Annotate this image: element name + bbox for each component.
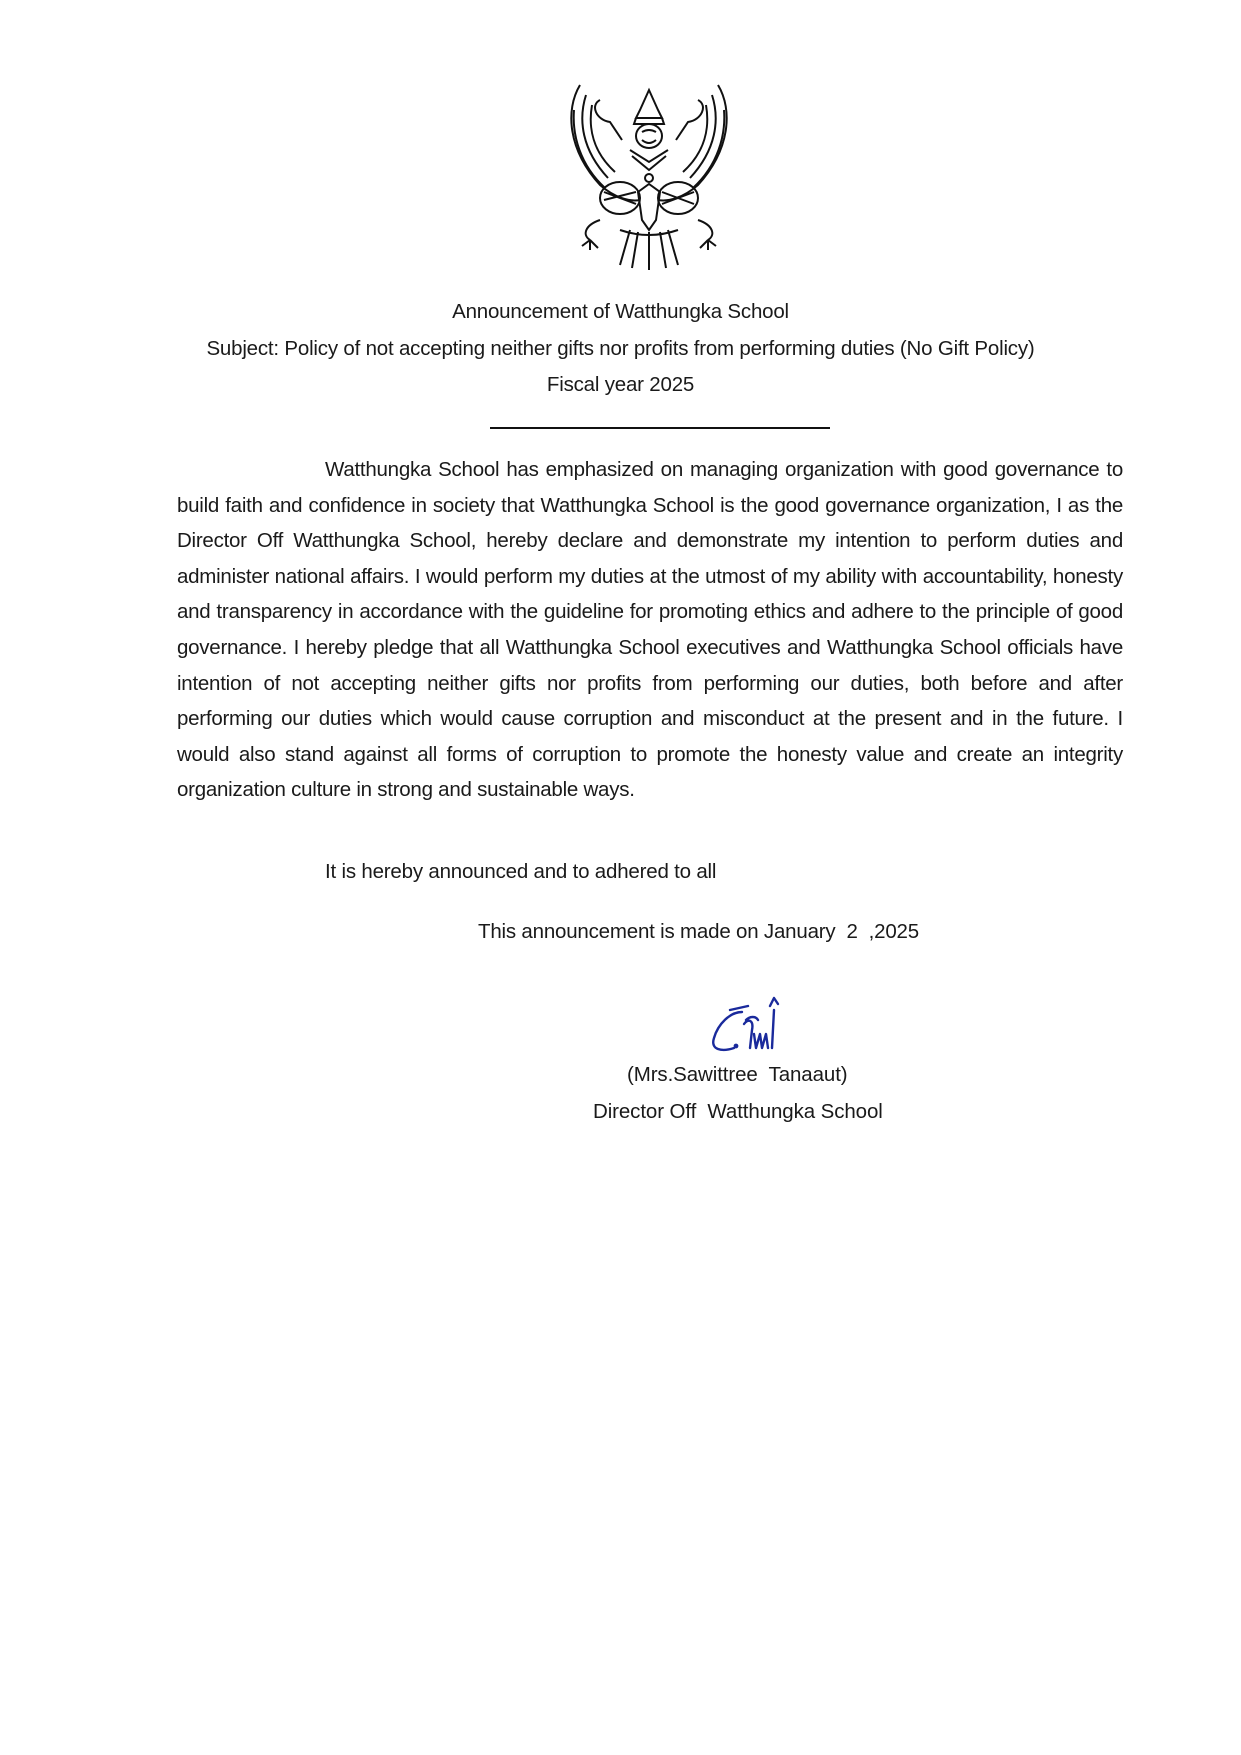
signatory-title: Director Off Watthungka School	[593, 1100, 883, 1123]
fiscal-year: Fiscal year 2025	[546, 373, 695, 396]
signatory-name: (Mrs.Sawittree Tanaaut)	[627, 1063, 848, 1086]
announcement-subject: Subject: Policy of not accepting neither gifts nor profits from performing duties (No Gift Policy)	[206, 337, 1035, 360]
garuda-emblem-icon	[560, 80, 738, 272]
body-paragraph: Watthungka School has emphasized on managing organization with good governance to build faith and confidence in society that Watthungka School is the good governance organization, I as the Director Off Watthungka School, hereby declare and demonstrate my intention to perform duties and administer national affairs. I would perform my duties at the utmost of my ability with accountability, honesty and transparency in accordance with the guideline for promoting ethics and adhere to the principle of good governance. I hereby pledge that all Watthungka School executives and Watthungka School officials have intention of not accepting neither gifts nor profits from performing our duties, both before and after performing our duties which would cause corruption and misconduct at the present and in the future. I would also stand against all forms of corruption to promote the honesty value and create an integrity organization culture in strong and sustainable ways.	[177, 458, 1123, 802]
announcement-title: Announcement of Watthungka School	[452, 300, 789, 323]
closing-statement: It is hereby announced and to adhered to all	[325, 860, 717, 883]
signature-icon	[700, 990, 810, 1060]
announcement-date: This announcement is made on January 2 ,2025	[478, 920, 919, 943]
title-divider	[490, 427, 830, 429]
